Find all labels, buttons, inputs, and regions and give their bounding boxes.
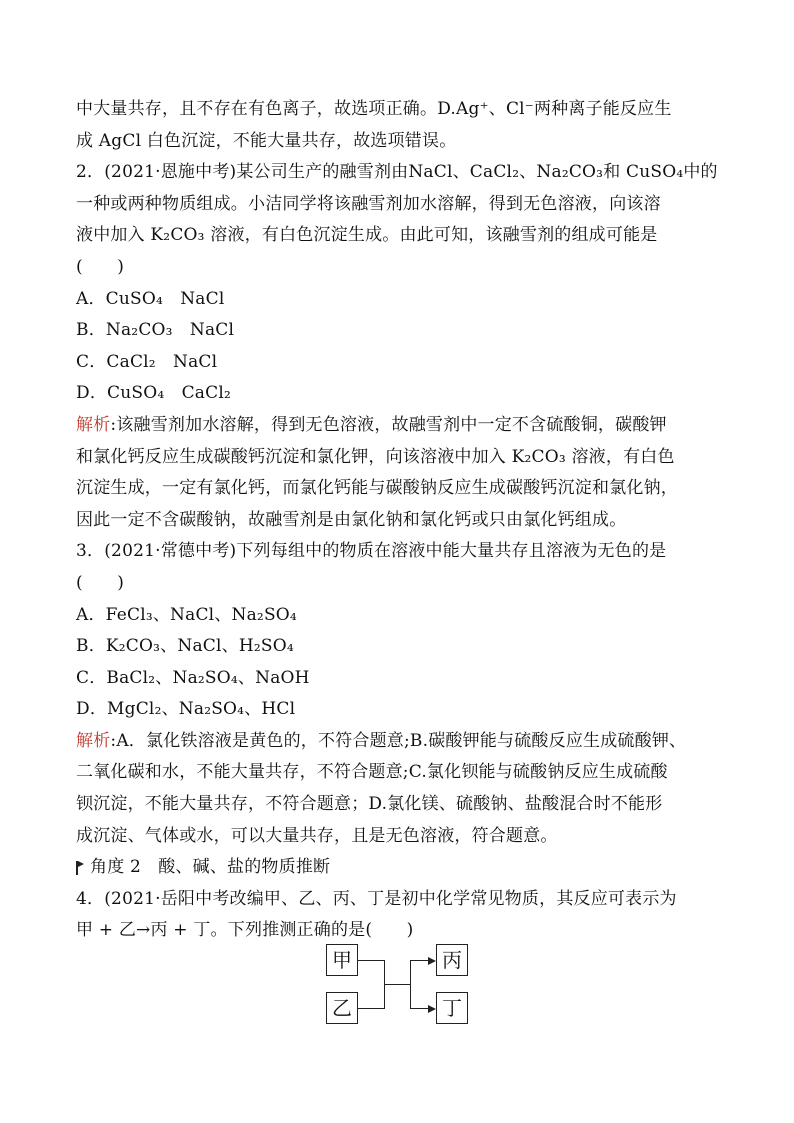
- analysis-line: 钡沉淀，不能大量共存，不符合题意；D.氯化镁、硫酸钠、盐酸混合时不能形: [76, 794, 663, 815]
- question-4-stem: 甲 + 乙→丙 + 丁。下列推测正确的是( ): [76, 920, 414, 941]
- analysis-label: 解析: [76, 414, 111, 435]
- connector-line: [358, 1008, 384, 1009]
- connector-line: [410, 960, 428, 961]
- answer-blank: ( ): [76, 256, 125, 277]
- analysis-line: 二氧化碳和水，不能大量共存，不符合题意;C.氯化钡能与硫酸钠反应生成硫酸: [76, 762, 668, 783]
- analysis-line: 成沉淀、气体或水，可以大量共存，且是无色溶液，符合题意。: [76, 825, 558, 846]
- arrow-icon: [428, 1005, 436, 1013]
- question-4-stem: 4．(2021·岳阳中考改编甲、乙、丙、丁是初中化学常见物质，其反应可表示为: [76, 888, 677, 909]
- text-line: 中大量共存，且不存在有色离子，故选项正确。D.Ag⁺、Cl⁻两种离子能反应生: [76, 99, 672, 119]
- product-c-box: 丙: [436, 944, 468, 976]
- analysis-line: 解析:该融雪剂加水溶解，得到无色溶液，故融雪剂中一定不含硫酸铜，碳酸钾: [76, 414, 667, 435]
- question-2-stem: 液中加入 K₂CO₃ 溶液，有白色沉淀生成。由此可知，该融雪剂的组成可能是: [76, 225, 658, 246]
- option-c: C．BaCl₂、Na₂SO₄、NaOH: [76, 667, 310, 688]
- reactant-a-box: 甲: [326, 944, 358, 976]
- connector-line: [410, 960, 411, 1009]
- option-a: A．FeCl₃、NaCl、Na₂SO₄: [76, 604, 297, 625]
- document-page: [76, 94, 726, 947]
- flag-icon: [76, 861, 84, 875]
- option-b: B．K₂CO₃、NaCl、H₂SO₄: [76, 636, 294, 657]
- option-a: A．CuSO₄ NaCl: [76, 288, 225, 309]
- connector-line: [385, 984, 410, 985]
- question-3-stem: 3．(2021·常德中考)下列每组中的物质在溶液中能大量共存且溶液为无色的是: [76, 541, 667, 562]
- analysis-line: 解析:A．氯化铁溶液是黄色的，不符合题意;B.碳酸钾能与硫酸反应生成硫酸钾、: [76, 730, 687, 751]
- option-d: D．MgCl₂、Na₂SO₄、HCl: [76, 699, 296, 720]
- analysis-line: 因此一定不含碳酸钠，故融雪剂是由氯化钠和氯化钙或只由氯化钙组成。: [76, 509, 627, 530]
- option-b: B．Na₂CO₃ NaCl: [76, 320, 235, 341]
- question-2-stem: 2．(2021·恩施中考)某公司生产的融雪剂由NaCl、CaCl₂、Na₂CO₃和 CuSO₄中的: [76, 162, 718, 183]
- text-line: 成 AgCl 白色沉淀，不能大量共存，故选项错误。: [76, 130, 457, 151]
- option-c: C．CaCl₂ NaCl: [76, 351, 218, 372]
- question-2-stem: 一种或两种物质组成。小洁同学将该融雪剂加水溶解，得到无色溶液，向该溶: [76, 193, 661, 214]
- arrow-icon: [428, 957, 436, 965]
- connector-line: [410, 1008, 428, 1009]
- product-d-box: 丁: [436, 992, 468, 1024]
- connector-line: [384, 960, 385, 1009]
- answer-blank: ( ): [76, 572, 125, 593]
- connector-line: [358, 960, 384, 961]
- section-heading: 角度 2 酸、碱、盐的物质推断: [76, 852, 726, 884]
- analysis-line: 沉淀生成，一定有氯化钙，而氯化钙能与碳酸钠反应生成碳酸钙沉淀和氯化钠，: [76, 478, 678, 499]
- analysis-label: 解析: [76, 730, 111, 751]
- option-d: D．CuSO₄ CaCl₂: [76, 383, 231, 404]
- analysis-line: 和氯化钙反应生成碳酸钙沉淀和氯化钾，向该溶液中加入 K₂CO₃ 溶液，有白色: [76, 446, 675, 467]
- reactant-b-box: 乙: [326, 992, 358, 1024]
